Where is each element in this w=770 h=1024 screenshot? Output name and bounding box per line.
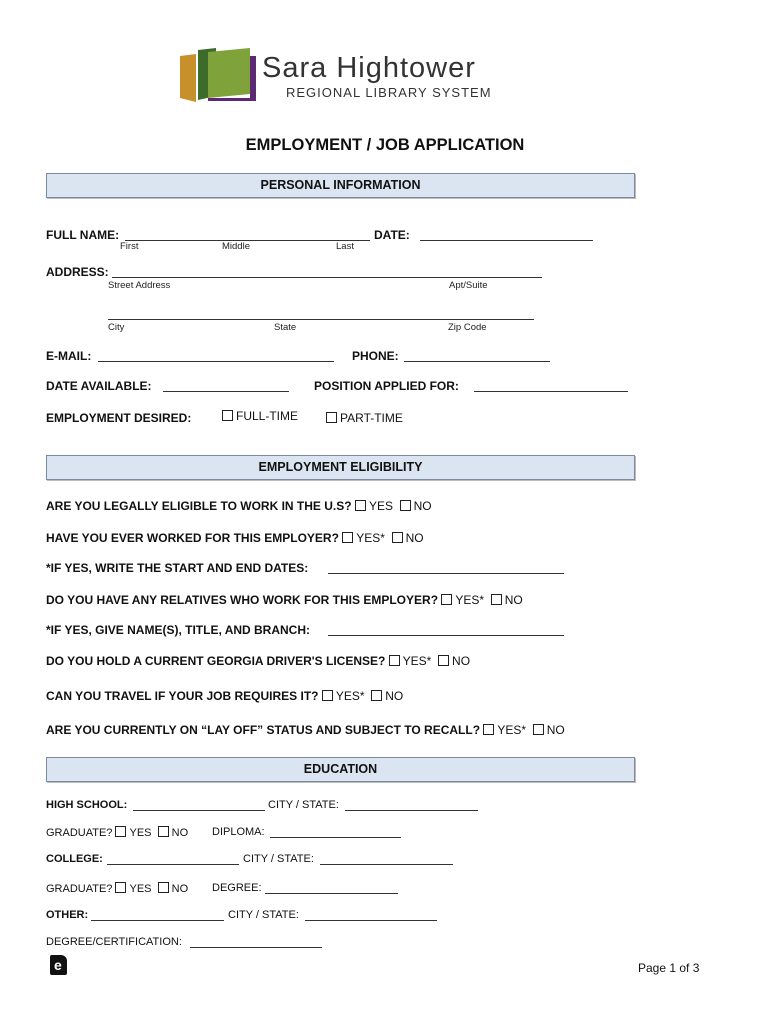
high-school-label: HIGH SCHOOL: <box>46 799 128 811</box>
page-title: EMPLOYMENT / JOB APPLICATION <box>245 136 525 154</box>
full-time-checkbox[interactable] <box>222 410 233 421</box>
college-field[interactable] <box>107 864 239 865</box>
employment-desired-label: EMPLOYMENT DESIRED: <box>46 411 192 425</box>
no-label: NO <box>413 499 432 513</box>
high-school-city-state-field[interactable] <box>345 810 478 811</box>
yes-checkbox[interactable] <box>115 882 126 893</box>
full-name-label: FULL NAME: <box>46 228 120 242</box>
logo-name: Sara Hightower <box>262 52 476 84</box>
no-label: NO <box>405 531 424 545</box>
start-end-dates-field[interactable] <box>328 573 564 574</box>
address-label: ADDRESS: <box>46 265 109 279</box>
street-address-sublabel: Street Address <box>108 280 171 291</box>
no-checkbox[interactable] <box>392 532 403 543</box>
other-field[interactable] <box>91 920 224 921</box>
yes-checkbox[interactable] <box>355 500 366 511</box>
part-time-checkbox[interactable] <box>326 412 337 423</box>
city-state-zip-field[interactable] <box>108 319 534 320</box>
question-text: DO YOU HAVE ANY RELATIVES WHO WORK FOR THIS EMPLOYER? <box>46 593 439 607</box>
position-applied-label: POSITION APPLIED FOR: <box>314 379 459 393</box>
section-education: EDUCATION <box>46 757 635 782</box>
no-checkbox[interactable] <box>438 655 449 666</box>
no-label: NO <box>171 883 189 895</box>
high-school-city-state-label: CITY / STATE: <box>268 799 339 811</box>
relatives-names-field[interactable] <box>328 635 564 636</box>
city-sublabel: City <box>108 322 125 333</box>
graduate-label: GRADUATE? <box>46 827 113 839</box>
date-field[interactable] <box>420 240 593 241</box>
yes-label: YES <box>368 499 393 513</box>
yes-label: YES* <box>402 654 432 668</box>
question-relatives <box>46 593 523 607</box>
library-logo <box>178 46 598 102</box>
phone-field[interactable] <box>404 361 550 362</box>
last-sublabel: Last <box>336 241 354 252</box>
position-applied-field[interactable] <box>474 391 628 392</box>
degree-certification-field[interactable] <box>190 947 322 948</box>
no-checkbox[interactable] <box>400 500 411 511</box>
question-lay-off <box>46 723 565 737</box>
full-time-option[interactable] <box>222 409 298 423</box>
yes-checkbox[interactable] <box>322 690 333 701</box>
diploma-field[interactable] <box>270 837 401 838</box>
part-time-option[interactable] <box>326 411 403 425</box>
book-logo-icon <box>178 46 258 102</box>
no-checkbox[interactable] <box>371 690 382 701</box>
state-sublabel: State <box>274 322 297 333</box>
yes-checkbox[interactable] <box>441 594 452 605</box>
graduate-label: GRADUATE? <box>46 883 113 895</box>
yes-checkbox[interactable] <box>483 724 494 735</box>
no-label: NO <box>504 593 523 607</box>
yes-label: YES* <box>455 593 485 607</box>
no-label: NO <box>171 827 189 839</box>
degree-label: DEGREE: <box>212 882 262 894</box>
yes-label: YES <box>129 827 152 839</box>
section-employment-eligibility: EMPLOYMENT ELIGIBILITY <box>46 455 635 480</box>
diploma-label: DIPLOMA: <box>212 826 265 838</box>
question-worked-before <box>46 531 424 545</box>
question-drivers-license <box>46 654 470 668</box>
college-graduate-row <box>46 882 188 895</box>
question-travel <box>46 689 403 703</box>
phone-label: PHONE: <box>352 349 399 363</box>
zip-code-sublabel: Zip Code <box>448 322 487 333</box>
no-checkbox[interactable] <box>158 882 169 893</box>
apt-suite-sublabel: Apt/Suite <box>449 280 488 291</box>
other-city-state-field[interactable] <box>305 920 437 921</box>
date-available-label: DATE AVAILABLE: <box>46 379 152 393</box>
relatives-names-label: *IF YES, GIVE NAME(S), TITLE, AND BRANCH: <box>46 623 311 637</box>
street-address-field[interactable] <box>112 277 542 278</box>
part-time-label: PART-TIME <box>340 411 403 425</box>
middle-sublabel: Middle <box>222 241 250 252</box>
degree-certification-label: DEGREE/CERTIFICATION: <box>46 936 182 948</box>
no-checkbox[interactable] <box>158 826 169 837</box>
question-text: CAN YOU TRAVEL IF YOUR JOB REQUIRES IT? <box>46 689 319 703</box>
no-label: NO <box>546 723 565 737</box>
yes-checkbox[interactable] <box>389 655 400 666</box>
yes-checkbox[interactable] <box>115 826 126 837</box>
no-label: NO <box>385 689 404 703</box>
college-label: COLLEGE: <box>46 853 103 865</box>
logo-subtitle: REGIONAL LIBRARY SYSTEM <box>286 85 492 100</box>
full-time-label: FULL-TIME <box>236 409 299 423</box>
question-text: ARE YOU CURRENTLY ON “LAY OFF” STATUS AND SUBJECT TO RECALL? <box>46 723 481 737</box>
yes-label: YES* <box>356 531 385 545</box>
no-checkbox[interactable] <box>491 594 502 605</box>
high-school-field[interactable] <box>133 810 265 811</box>
question-text: DO YOU HOLD A CURRENT GEORGIA DRIVER'S LICENSE? <box>46 654 386 668</box>
other-city-state-label: CITY / STATE: <box>228 909 299 921</box>
question-text: ARE YOU LEGALLY ELIGIBLE TO WORK IN THE U.S? <box>46 499 352 513</box>
question-text: HAVE YOU EVER WORKED FOR THIS EMPLOYER? <box>46 531 339 545</box>
start-end-dates-label: *IF YES, WRITE THE START AND END DATES: <box>46 561 309 575</box>
section-personal-information: PERSONAL INFORMATION <box>46 173 635 198</box>
eforms-badge-icon <box>50 955 67 975</box>
email-field[interactable] <box>98 361 334 362</box>
date-available-field[interactable] <box>163 391 289 392</box>
page-number: Page 1 of 3 <box>638 961 700 975</box>
first-sublabel: First <box>120 241 139 252</box>
no-checkbox[interactable] <box>533 724 544 735</box>
yes-checkbox[interactable] <box>342 532 353 543</box>
question-legally-eligible <box>46 499 432 513</box>
degree-field[interactable] <box>265 893 398 894</box>
college-city-state-label: CITY / STATE: <box>243 853 314 865</box>
hs-graduate-row <box>46 826 188 839</box>
other-label: OTHER: <box>46 909 89 921</box>
date-label: DATE: <box>374 228 410 242</box>
email-label: E-MAIL: <box>46 349 92 363</box>
yes-label: YES <box>129 883 152 895</box>
yes-label: YES* <box>335 689 365 703</box>
college-city-state-field[interactable] <box>320 864 453 865</box>
no-label: NO <box>452 654 471 668</box>
badge-letter: e <box>54 957 62 973</box>
yes-label: YES* <box>497 723 527 737</box>
